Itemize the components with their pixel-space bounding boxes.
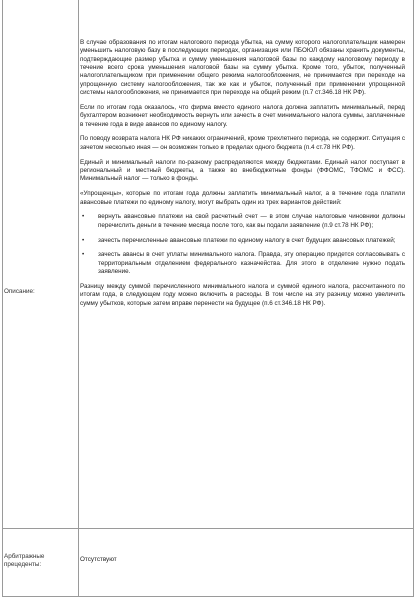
precedents-label: Арбитражные прецеденты:	[4, 553, 45, 569]
paragraph-4: Единый и минимальный налоги по-разному распределяются между бюджетами. Единый налог поступает в региональный и местный бюджеты, а также во внебюджетные фонды (ФФОМС, ТФОМС и ФСС). Минимальный налог — только в фонды.	[80, 158, 405, 183]
paragraph-3: По поводу возврата налога НК РФ никаких ограничений, кроме трехлетнего периода, не содержит. Ситуация с зачетом несколько иная — он возможен только в пределах одного бюджета (п.4 ст.78 НК РФ).	[80, 135, 405, 151]
row-divider	[3, 528, 413, 529]
bullet-icon: •	[82, 213, 85, 221]
column-divider	[78, 0, 79, 596]
list-item	[80, 251, 405, 276]
list-item-text: зачесть авансы в счет уплаты минимального налога. Правда, эту операцию придется согласовывать с территориальным отделением федерального казначейства. Для этого в отделение нужно подать заявление.	[98, 251, 405, 276]
list-item-text: вернуть авансовые платежи на свой расчетный счет — в этом случае налоговые чиновники должны перечислить деньги в течение месяца после того, как вы подали заявление (п.9 ст.78 НК РФ);	[98, 213, 405, 229]
closing-paragraph: Разницу между суммой перечисленного минимального налога и суммой единого налога, рассчитанного по итогам года, в следующем году можно включить в расходы. В том числе на эту разницу можно увеличить сумму убытков, которые затем вправе перенести на будущее (п.6 ст.346.18 НК РФ).	[80, 282, 405, 307]
list-item-text: зачесть перечисленные авансовые платежи по единому налогу в счет будущих авансовых платежей;	[98, 236, 396, 244]
bullet-icon: •	[82, 251, 85, 259]
description-content	[80, 39, 405, 314]
paragraph-2: Если по итогам года оказалось, что фирма вместо единого налога должна заплатить минимальный, перед бухгалтером возникнет необходимость вернуть или зачесть в счет минимального налога суммы, заплаченные в течение года в виде авансов по единому налогу.	[80, 103, 405, 128]
bullet-icon: •	[82, 236, 85, 244]
paragraph-1: В случае образования по итогам налогового периода убытка, на сумму которого налогоплательщик намерен уменьшить налоговую базу в последующих периодах, организация или ПБОЮЛ обязаны хранить документы, подтверждающие размер убытка и сумму уменьшения налоговой базы по каждому налоговому периоду в течение всего срока уменьшения налоговой базы на сумму убытка. Кроме того, убыток, полученный налогоплательщиком при применении общего режима налогообложения, не принимается при переходе на упрощенную систему налогообложения, так же как и убыток, полученный при применении упрощенной системы налогообложения, не принимается при переходе на общий режим (п.7 ст.346.18 НК РФ).	[80, 39, 405, 97]
options-list	[80, 213, 405, 276]
description-label: Описание:	[4, 288, 35, 295]
list-item	[80, 237, 405, 245]
precedents-value: Отсутствуют	[80, 556, 117, 563]
list-item	[80, 213, 405, 230]
paragraph-5: «Упрощенцы», которые по итогам года должны заплатить минимальный налог, а в течение года платили авансовые платежи по единому налогу, могут выбрать один из трех вариантов действий:	[80, 190, 405, 206]
